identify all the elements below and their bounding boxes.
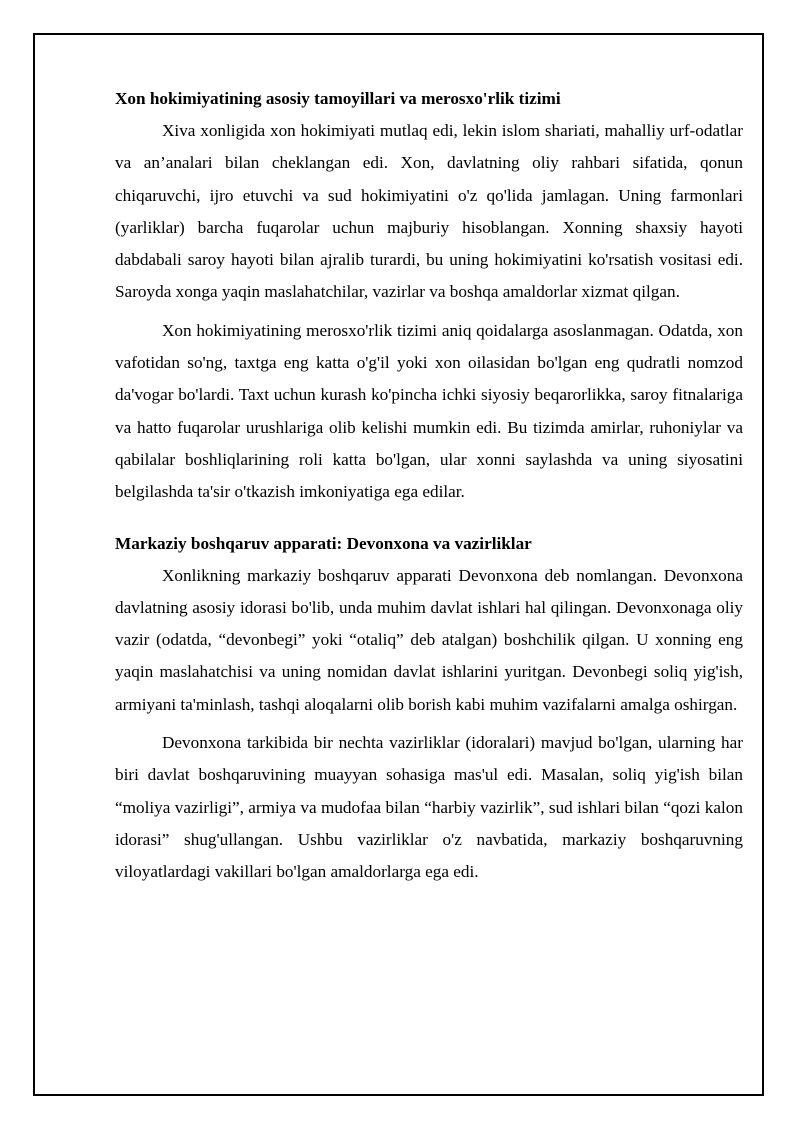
section-heading: Xon hokimiyatining asosiy tamoyillari va merosxo'rlik tizimi (115, 89, 561, 108)
paragraph: Xonlikning markaziy boshqaruv apparati Devonxona deb nomlangan. Devonxona davlatning asosiy idorasi bo'lib, unda muhim davlat ishlari hal qilingan. Devonxonaga oliy vazir (odatda, “devonbegi” yoki “otaliq” deb atalgan) boshchilik qilgan. U xonning eng yaqin maslahatchisi va uning nomidan davlat ishlarini yuritgan. Devonbegi soliq yig'ish, armiyani ta'minlash, tashqi aloqalarni olib borish kabi muhim vazifalarni amalga oshirgan. (115, 565, 743, 714)
document-body (115, 84, 743, 895)
paragraph: Xon hokimiyatining merosxo'rlik tizimi aniq qoidalarga asoslanmagan. Odatda, xon vafotidan so'ng, taxtga eng katta o'g'il yoki xon oilasidan bo'lgan eng qudratli nomzod da'vogar bo'lardi. Taxt uchun kurash ko'pincha ichki siyosiy beqarorlikka, saroy fitnalariga va hatto fuqarolar urushlariga olib kelishi mumkin edi. Bu tizimda amirlar, ruhoniylar va qabilalar boshliqlarining roli katta bo'lgan, ular xonni saylashda va uning siyosatini belgilashda ta'sir o'tkazish imkoniyatiga ega edilar. (115, 320, 743, 502)
paragraph: Xiva xonligida xon hokimiyati mutlaq edi, lekin islom shariati, mahalliy urf-odatlar va an’analari bilan cheklangan edi. Xon, davlatning oliy rahbari sifatida, qonun chiqaruvchi, ijro etuvchi va sud hokimiyatini o'z qo'lida jamlagan. Uning farmonlari (yarliklar) barcha fuqarolar uchun majburiy hisoblangan. Xonning shaxsiy hayoti dabdabali saroy hayoti bilan ajralib turardi, bu uning hokimiyatini ko'rsatish vositasi edi. Saroyda xonga yaqin maslahatchilar, vazirlar va boshqa amaldorlar xizmat qilgan. (115, 121, 743, 302)
paragraph: Devonxona tarkibida bir nechta vazirliklar (idoralari) mavjud bo'lgan, ularning har biri davlat boshqaruvining muayyan sohasiga mas'ul edi. Masalan, soliq yig'ish bilan “moliya vazirligi”, armiya va mudofaa bilan “harbiy vazirlik”, sud ishlari bilan “qozi kalon idorasi” shug'ullangan. Ushbu vazirliklar o'z navbatida, markaziy boshqaruvning viloyatlardagi vakillari bo'lgan amaldorlarga ega edi. (115, 733, 743, 882)
section-heading: Markaziy boshqaruv apparati: Devonxona va vazirliklar (115, 533, 532, 553)
